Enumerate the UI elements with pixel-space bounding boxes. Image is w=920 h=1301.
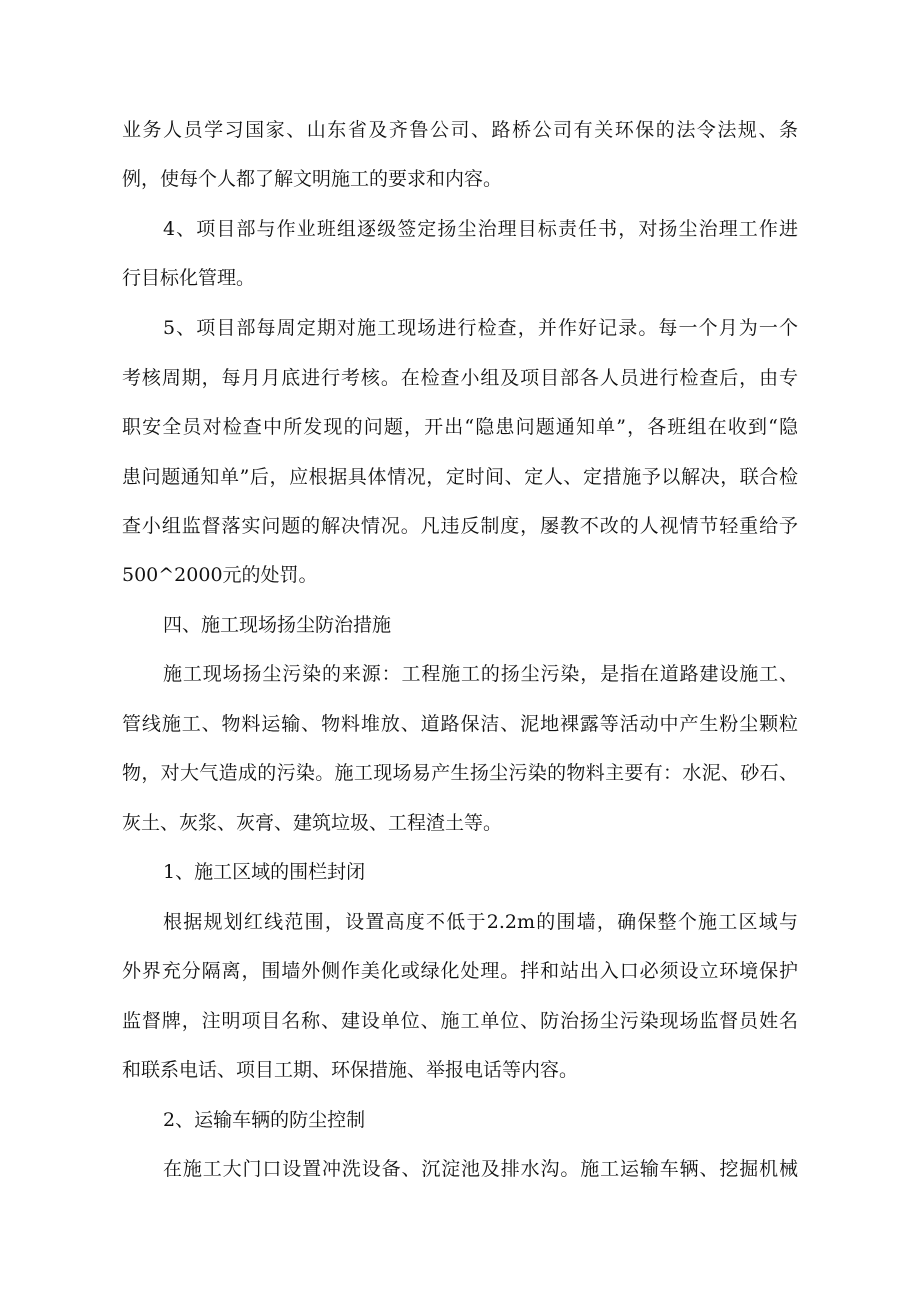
text-line: 管线施工、物料运输、物料堆放、道路保洁、泥地裸露等活动中产生粉尘颗粒: [122, 713, 798, 735]
text-line: 考核周期，每月月底进行考核。在检查小组及项目部各人员进行检查后，由专: [122, 367, 798, 389]
text-line: 和联系电话、项目工期、环保措施、举报电话等内容。: [122, 1059, 579, 1081]
text-line: 例，使每个人都了解文明施工的要求和内容。: [122, 168, 503, 190]
text-line: 施工现场扬尘污染的来源：工程施工的扬尘污染，是指在道路建设施工、: [163, 663, 798, 685]
text-line: 物，对大气造成的污染。施工现场易产生扬尘污染的物料主要有：水泥、砂石、: [122, 762, 798, 784]
text-line: 5、项目部每周定期对施工现场进行检查，并作好记录。每一个月为一个: [163, 317, 798, 339]
text-line: 监督牌，注明项目名称、建设单位、施工单位、防治扬尘污染现场监督员姓名: [122, 1010, 798, 1032]
section-heading: 四、施工现场扬尘防治措施: [163, 614, 392, 636]
text-line: 业务人员学习国家、山东省及齐鲁公司、路桥公司有关环保的法令法规、条: [122, 119, 798, 141]
text-line: 在施工大门口设置冲洗设备、沉淀池及排水沟。施工运输车辆、挖掘机械: [163, 1158, 798, 1180]
text-line: 查小组监督落实问题的解决情况。凡违反制度，屡教不改的人视情节轻重给予: [122, 515, 798, 537]
subsection-heading: 2、运输车辆的防尘控制: [163, 1109, 366, 1131]
text-line: 根据规划红线范围，设置高度不低于2.2m的围墙，确保整个施工区域与: [163, 911, 798, 933]
text-line: 外界充分隔离，围墙外侧作美化或绿化处理。拌和站出入口必须设立环境保护: [122, 960, 798, 982]
text-line: 500^2000元的处罚。: [122, 564, 318, 586]
text-line: 职安全员对检查中所发现的问题，开出“隐患问题通知单”，各班组在收到“隐: [122, 416, 798, 438]
text-line: 患问题通知单”后，应根据具体情况，定时间、定人、定措施予以解决，联合检: [122, 466, 798, 488]
subsection-heading: 1、施工区域的围栏封闭: [163, 861, 366, 883]
text-line: 灰土、灰浆、灰膏、建筑垃圾、工程渣土等。: [122, 812, 503, 834]
text-line: 行目标化管理。: [122, 267, 256, 289]
text-line: 4、项目部与作业班组逐级签定扬尘治理目标责任书，对扬尘治理工作进: [163, 218, 798, 240]
